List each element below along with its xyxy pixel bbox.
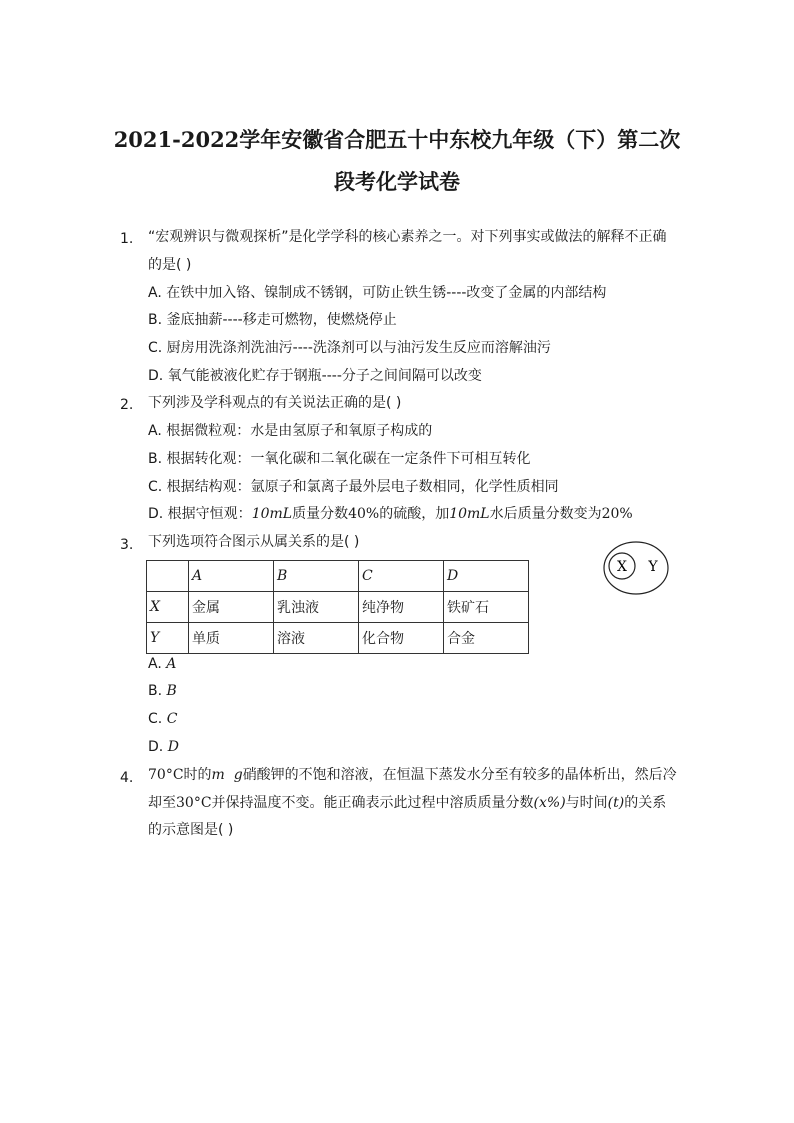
option-value: A <box>166 656 177 672</box>
question-2-option-c: C. 根据结构观：氩原子和氯离子最外层电子数相同，化学性质相同 <box>148 479 559 495</box>
table-row <box>147 623 529 654</box>
question-3-table <box>146 560 529 654</box>
table-cell: 合金 <box>444 623 529 654</box>
text: 并保持温度不变。能正确表示此过程中溶质质量分数 <box>211 795 534 811</box>
option-label: D. <box>148 739 164 755</box>
table-cell: 纯净物 <box>359 592 444 623</box>
question-2-option-b: B. 根据转化观：一氧化碳和二氧化碳在一定条件下可相互转化 <box>148 451 531 467</box>
option-value: D <box>167 739 179 755</box>
temperature-30: 30°C <box>176 795 212 811</box>
question-1-stem-line-2: 的是( ) <box>148 257 192 273</box>
question-3-option-d <box>148 737 179 757</box>
text: 时的 <box>183 767 212 783</box>
table-cell: Y <box>147 623 189 654</box>
question-3-number: 3. <box>120 537 134 553</box>
table-cell: D <box>444 561 529 592</box>
percent-1: 40% <box>348 506 380 522</box>
question-3-option-a <box>148 654 176 674</box>
question-3-option-c <box>148 709 177 729</box>
mass-m: m <box>211 767 225 783</box>
question-1-option-c: C. 厨房用洗涤剂洗油污----洗涤剂可以与油污发生反应而溶解油污 <box>148 340 551 356</box>
question-1-number: 1. <box>120 231 134 247</box>
question-2-stem: 下列涉及学科观点的有关说法正确的是( ) <box>148 395 402 411</box>
unit-g: g <box>233 767 243 783</box>
table-cell: 单质 <box>189 623 274 654</box>
table-cell <box>147 561 189 592</box>
volume-1: 10mL <box>251 506 293 522</box>
table-cell: 化合物 <box>359 623 444 654</box>
table-cell: 金属 <box>189 592 274 623</box>
exam-title-line-2: 段考化学试卷 <box>334 169 460 194</box>
xy-inclusion-diagram <box>602 540 670 596</box>
percent-2: 20% <box>601 506 633 522</box>
table-cell: 铁矿石 <box>444 592 529 623</box>
question-4-number: 4. <box>120 770 134 786</box>
table-cell: 乳浊液 <box>274 592 359 623</box>
option-value: B <box>166 683 177 699</box>
option-label: B. <box>148 683 163 699</box>
volume-2: 10mL <box>449 506 490 522</box>
outer-circle-y <box>604 542 668 594</box>
table-cell: 溶液 <box>274 623 359 654</box>
question-1-option-d: D. 氧气能被液化贮存于钢瓶----分子之间间隔可以改变 <box>148 368 482 384</box>
question-3-stem: 下列选项符合图示从属关系的是( ) <box>148 534 360 550</box>
table-row <box>147 592 529 623</box>
option-value: C <box>166 711 178 727</box>
mass-fraction-symbol: (x%) <box>533 795 566 811</box>
text: 硝酸钾的不饱和溶液，在恒温下蒸发水分至有较多的晶体析出，然后冷 <box>242 767 677 783</box>
question-1-option-b: B. 釜底抽薪----移走可燃物，使燃烧停止 <box>148 312 397 328</box>
question-3-option-b <box>148 681 177 701</box>
question-1-option-a: A. 在铁中加入铬、镍制成不锈钢，可防止铁生锈----改变了金属的内部结构 <box>148 285 607 301</box>
option-label: C. <box>148 711 163 727</box>
exam-title-line-1: 2021-2022学年安徽省合肥五十中东校九年级（下）第二次 <box>113 127 681 152</box>
question-2-number: 2. <box>120 397 134 413</box>
text: 却至 <box>148 795 176 811</box>
option-d-text-2: 的硫酸，加 <box>379 506 450 522</box>
label-x: X <box>617 559 627 575</box>
temperature-70: 70°C <box>148 767 184 783</box>
table-header-row <box>147 561 529 592</box>
question-4-line-3: 的示意图是( ) <box>148 822 234 838</box>
time-symbol: (t) <box>607 795 625 811</box>
question-2-option-d <box>148 504 633 524</box>
text: 与时间 <box>565 795 608 811</box>
table-cell: A <box>189 561 274 592</box>
option-d-prefix: D. 根据守恒观： <box>148 506 252 522</box>
question-2-option-a: A. 根据微粒观：水是由氢原子和氧原子构成的 <box>148 423 433 439</box>
table-cell: C <box>359 561 444 592</box>
question-4-line-1 <box>148 765 677 785</box>
question-4-line-2 <box>148 793 666 813</box>
option-d-text-3: 水后质量分数变为 <box>489 506 602 522</box>
table-cell: X <box>147 592 189 623</box>
question-1-stem-line-1: “宏观辨识与微观探析”是化学学科的核心素养之一。对下列事实或做法的解释不正确 <box>148 229 667 245</box>
label-y: Y <box>648 559 658 575</box>
option-d-text-1: 质量分数 <box>292 506 349 522</box>
option-label: A. <box>148 656 162 672</box>
table-cell: B <box>274 561 359 592</box>
text: 的关系 <box>624 795 667 811</box>
